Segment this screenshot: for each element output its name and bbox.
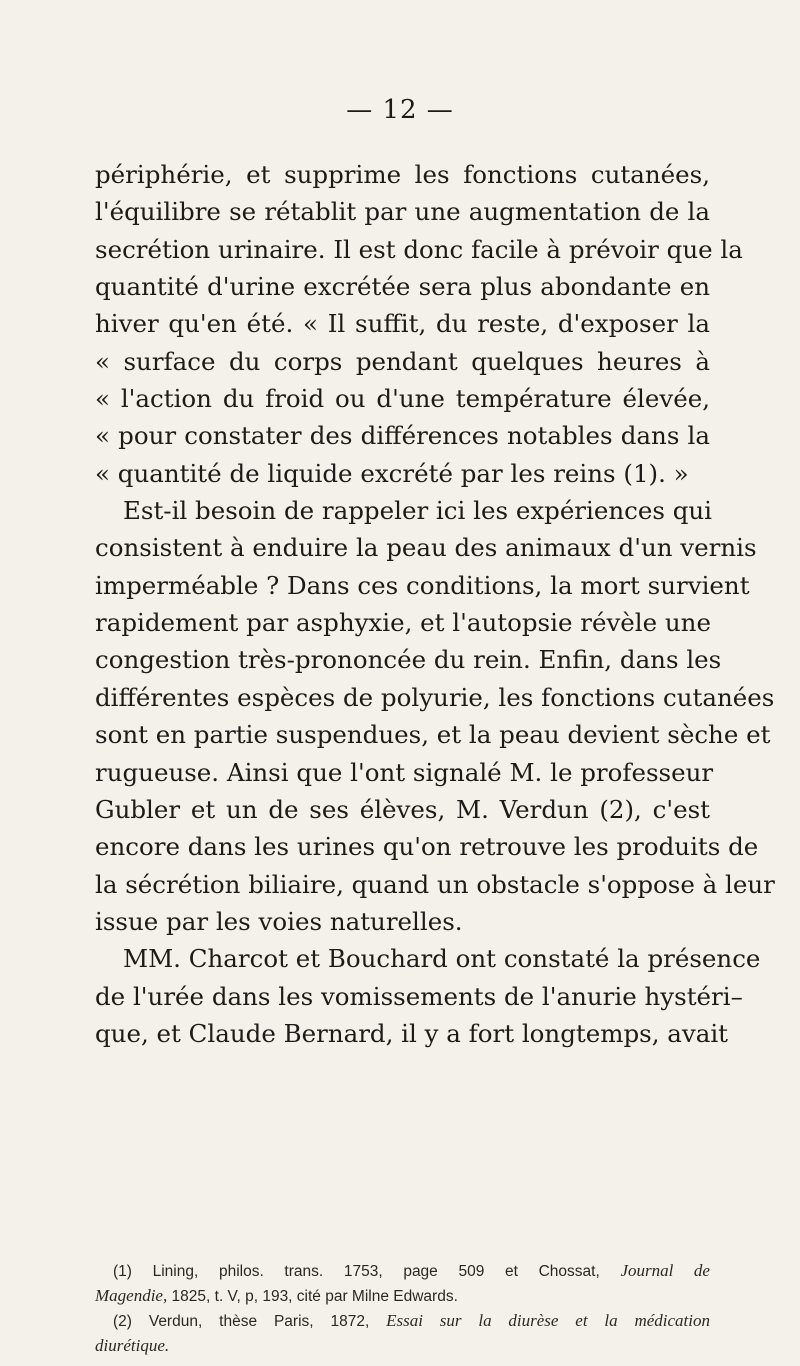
text-line: la sécrétion biliaire, quand un obstacle s'oppose à leur [95,869,775,899]
footnote-1-title: Journal de [620,1261,710,1280]
text-line: « quantité de liquide excrété par les reins (1). » [95,458,689,488]
footnotes [95,1259,710,1359]
text-line: MM. Charcot et Bouchard ont constaté la présence [123,944,761,974]
footnote-2-line [95,1309,710,1334]
text-line: « l'action du froid ou d'une température élevée, [95,384,710,414]
text-line: imperméable ? Dans ces conditions, la mort survient [95,570,750,600]
footnote-1-line [95,1284,710,1309]
text-line: rugueuse. Ainsi que l'ont signalé M. le professeur [95,757,714,787]
text-line: congestion très-prononcée du rein. Enfin, dans les [95,645,722,675]
footnote-1-text: (1) Lining, philos. trans. 1753, page 509 et Chossat, [113,1263,600,1280]
footnote-2-title: Essai sur la diurèse et la médication [386,1311,710,1330]
footnote-2-text: (2) Verdun, thèse Paris, 1872, [113,1313,370,1330]
text-line: encore dans les urines qu'on retrouve les produits de [95,832,759,862]
text-line: l'équilibre se rétablit par une augmentation de la [95,197,710,227]
footnote-1-line [95,1259,710,1284]
text-line: Est-il besoin de rappeler ici les expériences qui [123,496,713,526]
text-line: sont en partie suspendues, et la peau devient sèche et [95,720,771,750]
text-line: secrétion urinaire. Il est donc facile à prévoir que la [95,234,743,264]
text-line: consistent à enduire la peau des animaux d'un vernis [95,533,757,563]
text-line: rapidement par asphyxie, et l'autopsie révèle une [95,608,711,638]
page-number: — 12 — [346,95,454,125]
footnote-2-line [95,1334,710,1359]
text-line: « pour constater des différences notables dans la [95,421,710,451]
text-line: hiver qu'en été. « Il suffit, du reste, d'exposer la [95,309,710,339]
text-line: quantité d'urine excrétée sera plus abondante en [95,272,710,302]
text-line: de l'urée dans les vomissements de l'anurie hystéri– [95,981,743,1011]
text-line: « surface du corps pendant quelques heures à [95,346,710,376]
main-text [95,156,775,1052]
text-line: que, et Claude Bernard, il y a fort longtemps, avait [95,1018,729,1048]
text-line: différentes espèces de polyurie, les fonctions cutanées [95,682,775,712]
text-line: périphérie, et supprime les fonctions cutanées, [95,160,710,189]
footnote-1-title: Magendie, [95,1286,168,1305]
footnote-1-text: 1825, t. V, p, 193, cité par Milne Edwards. [171,1288,458,1305]
text-line: issue par les voies naturelles. [95,906,463,936]
text-line: Gubler et un de ses élèves, M. Verdun (2), c'est [95,794,710,824]
footnote-2-title: diurétique. [95,1336,170,1355]
